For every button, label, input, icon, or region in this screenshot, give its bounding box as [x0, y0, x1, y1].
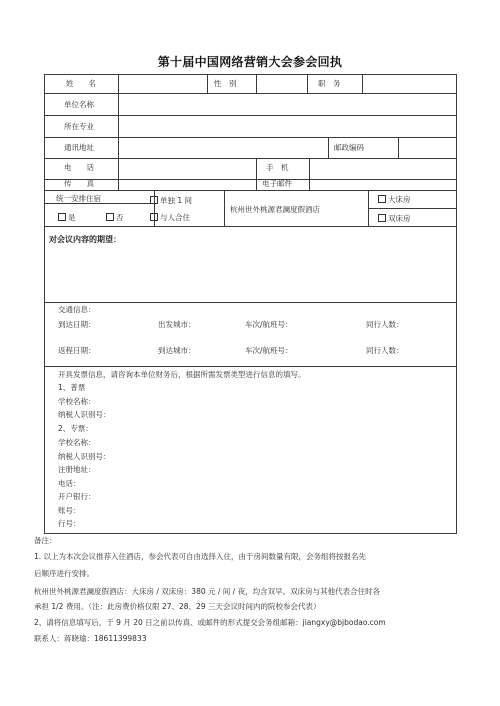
bank-row-label: 行号： [58, 519, 81, 528]
big-bed-option[interactable]: 大床房 [378, 195, 411, 205]
bank-label: 开户银行： [58, 492, 96, 501]
fax-label: 传 真 [64, 179, 94, 188]
border-left [44, 74, 45, 534]
note-2b: 承担 1/2 费用。（注：此房费价格仅限 27、28、29 三天会议时间内的院校参会代表） [34, 602, 321, 611]
lodging-arrange-label: 统一安排住宿 [56, 194, 101, 203]
travel-heading: 交通信息： [58, 305, 96, 314]
reg-address-label: 注册地址： [58, 465, 96, 474]
address-label: 通讯地址 [64, 143, 94, 152]
shared-room-checkbox[interactable] [150, 213, 158, 221]
postcode-label: 邮政编码 [334, 143, 364, 152]
normal-school-name-label: 学校名称： [58, 397, 96, 406]
return-train-label: 车次/航班号： [245, 346, 293, 355]
lodging-no-option[interactable]: 否 [106, 213, 124, 223]
no-checkbox[interactable] [106, 213, 114, 221]
return-companions-label: 同行人数： [366, 346, 404, 355]
position-label: 职 务 [318, 79, 341, 88]
arrive-companions-label: 同行人数： [366, 320, 404, 329]
tel-label: 电话： [58, 479, 81, 488]
special-taxpayer-id-label: 纳税人识别号： [58, 452, 111, 461]
email-label: 电子邮件 [262, 179, 292, 188]
major-label: 所在专业 [64, 122, 94, 131]
border-right [456, 74, 457, 534]
yes-checkbox[interactable] [58, 213, 66, 221]
from-city-label: 出发城市： [158, 320, 196, 329]
lodging-yes-option[interactable]: 是 [58, 213, 76, 223]
return-date-label: 返程日期： [58, 346, 96, 355]
note-1a: 1. 以上为本次会议推荐入住酒店，参会代表可自由选择入住，由于房间数量有限，会务组将按报名先 [34, 552, 367, 561]
border-bottom [44, 533, 457, 534]
note-1b: 后顺序进行安排。 [34, 569, 94, 578]
note-2a: 杭州世外桃源君澜度假酒店：大床房 / 双床房：380 元 / 间 / 夜，均含双早。双床房与其他代表合住时各 [34, 587, 381, 596]
special-school-name-label: 学校名称： [58, 438, 96, 447]
page-title: 第十届中国网络营销大会参会回执 [157, 55, 343, 69]
account-label: 账号： [58, 506, 81, 515]
special-invoice-heading: 2、专票： [58, 424, 93, 433]
mobile-label: 手 机 [266, 163, 289, 172]
registration-form [44, 74, 457, 534]
name-label: 姓 名 [66, 79, 96, 88]
border-top [44, 74, 457, 75]
arrive-train-label: 车次/航班号： [245, 320, 293, 329]
phone-label: 电 话 [64, 163, 94, 172]
single-room-option[interactable]: 单独 1 间 [150, 196, 192, 206]
arrive-date-label: 到达日期： [58, 320, 96, 329]
expectation-label: 对会议内容的期望： [49, 235, 121, 244]
hotel-name: 杭州世外桃源君澜度假酒店 [230, 205, 320, 214]
twin-bed-option[interactable]: 双床房 [378, 214, 411, 224]
normal-invoice-heading: 1、普票 [58, 383, 86, 392]
org-label: 单位名称 [64, 100, 94, 109]
single-room-checkbox[interactable] [150, 196, 158, 204]
twin-bed-checkbox[interactable] [378, 214, 386, 222]
to-city-label: 到达城市： [158, 346, 196, 355]
invoice-intro: 开具发票信息，请咨询本单位财务后，根据所需发票类型进行信息的填写。 [58, 370, 306, 379]
normal-taxpayer-id-label: 纳税人识别号： [58, 410, 111, 419]
notes-heading: 备注： [34, 536, 57, 545]
big-bed-checkbox[interactable] [378, 195, 386, 203]
gender-label: 性 别 [214, 79, 237, 88]
shared-room-option[interactable]: 与人合住 [150, 213, 190, 223]
note-3: 2、请将信息填写后，于 9 月 20 日之前以传真、或邮件的形式提交会务组邮箱：jiangxy@bjbodao.com [34, 618, 386, 627]
note-contact: 联系人：蒋晓瑜：18611399833 [34, 634, 147, 643]
